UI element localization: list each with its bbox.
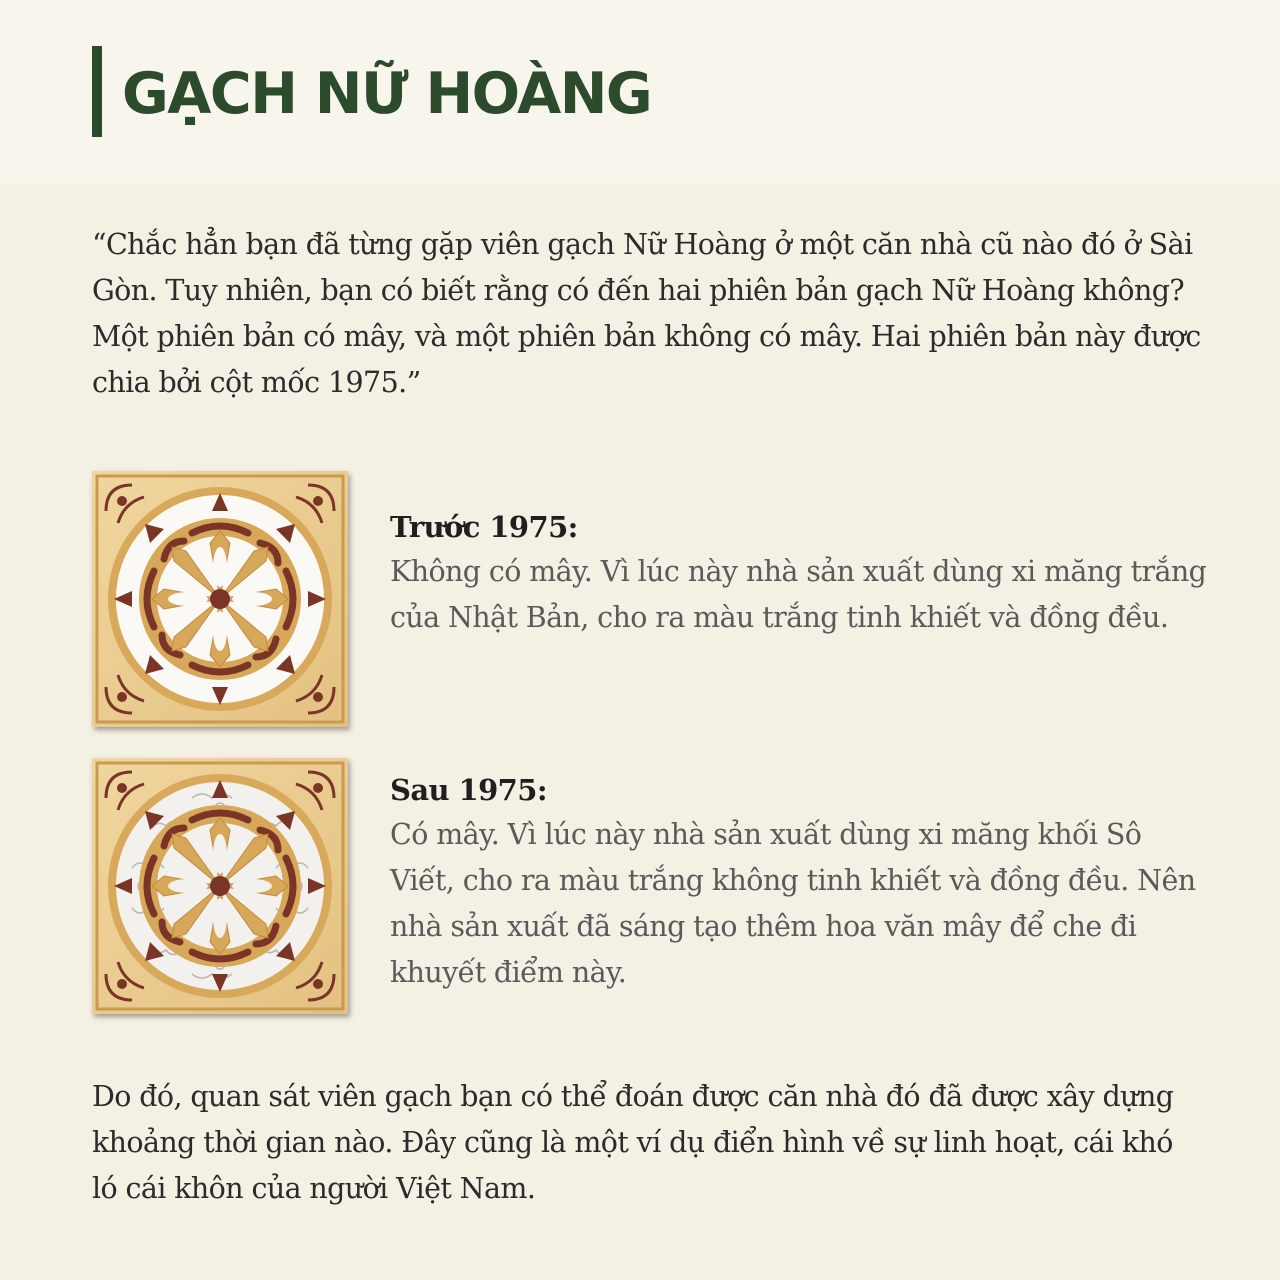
era-description: Có mây. Vì lúc này nhà sản xuất dùng xi măng khối Sô Viết, cho ra màu trắng không tinh khiết và đồng đều. Nên nhà sản xuất đã sáng tạo thêm hoa văn mây để che đi khuyết điểm này. bbox=[390, 818, 1196, 989]
intro-quote: “Chắc hẳn bạn đã từng gặp viên gạch Nữ Hoàng ở một căn nhà cũ nào đó ở Sài Gòn. Tuy nhiên, bạn có biết rằng có đến hai phiên bản gạch Nữ Hoàng không? Một phiên bản có mây, và một phiên bản không có mây. Hai phiên bản này được chia bởi cột mốc 1975.” bbox=[92, 228, 1201, 399]
title-accent-bar bbox=[92, 46, 102, 137]
era-after-1975 bbox=[390, 768, 1210, 996]
conclusion-paragraph: Do đó, quan sát viên gạch bạn có thể đoán được căn nhà đó đã được xây dựng khoảng thời gian nào. Đây cũng là một ví dụ điển hình về sự linh hoạt, cái khó ló cái khôn của người Việt Nam. bbox=[92, 1080, 1174, 1205]
era-before-1975 bbox=[390, 505, 1210, 641]
era-title: Sau 1975: bbox=[390, 773, 547, 807]
tile-image-before-1975 bbox=[92, 471, 348, 727]
era-title: Trước 1975: bbox=[390, 510, 578, 544]
era-description: Không có mây. Vì lúc này nhà sản xuất dùng xi măng trắng của Nhật Bản, cho ra màu trắng tinh khiết và đồng đều. bbox=[390, 555, 1207, 634]
tile-image-after-1975 bbox=[92, 758, 348, 1014]
page-title: GẠCH NỮ HOÀNG bbox=[122, 61, 652, 127]
